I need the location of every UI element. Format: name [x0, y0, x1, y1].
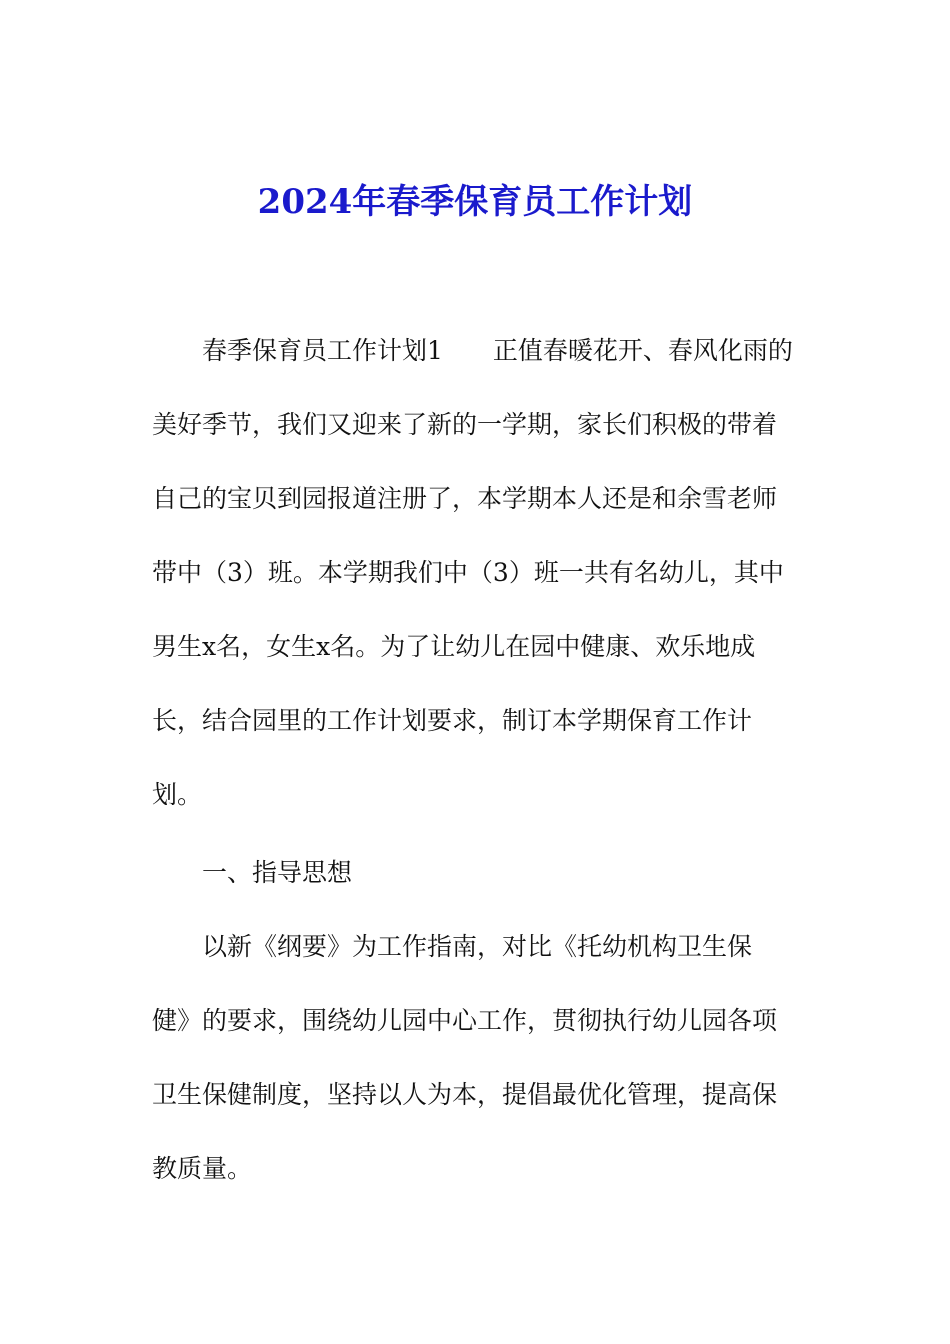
text-line: 自己的宝贝到园报道注册了，本学期本人还是和余雪老师 [152, 484, 778, 513]
text-line: 带中（3）班。本学期我们中（3）班一共有名幼儿，其中 [152, 558, 784, 587]
section-heading-guiding-thought [152, 836, 812, 910]
text-line: 教质量。 [152, 1154, 253, 1183]
text-line: 卫生保健制度，坚持以人为本，提倡最优化管理，提高保 [152, 1080, 778, 1109]
text-line: 美好季节，我们又迎来了新的一学期，家长们积极的带着 [152, 410, 778, 439]
text-line: 男生x名，女生x名。为了让幼儿在园中健康、欢乐地成 [152, 632, 756, 661]
document-title: 2024年春季保育员工作计划 [257, 182, 693, 222]
paragraph-guiding-thought [152, 910, 812, 1206]
text-line: 划。 [152, 780, 203, 809]
section-heading: 一、指导思想 [202, 858, 353, 887]
paragraph-intro [152, 314, 812, 832]
text-line: 以新《纲要》为工作指南，对比《托幼机构卫生保 [202, 932, 753, 961]
text-line: 长，结合园里的工作计划要求，制订本学期保育工作计 [152, 706, 753, 735]
text-line: 春季保育员工作计划1 正值春暖花开、春风化雨的 [202, 336, 793, 365]
text-line: 健》的要求，围绕幼儿园中心工作，贯彻执行幼儿园各项 [152, 1006, 778, 1035]
